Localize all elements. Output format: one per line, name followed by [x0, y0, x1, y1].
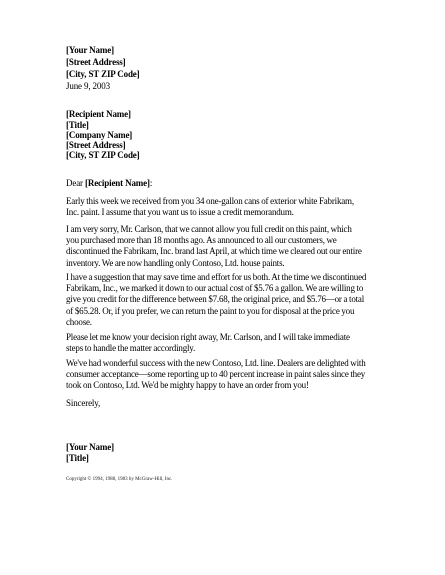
body-paragraph-5: [66, 358, 384, 392]
paragraph-line: Please let me know your decision right away, Mr. Carlson, and I will take immediate: [66, 332, 350, 342]
paragraph-line: you purchased more than 18 months ago. As announced to all our customers, we: [66, 235, 337, 246]
recipient-title: [Title]: [66, 120, 89, 130]
recipient-name: [Recipient Name]: [66, 109, 131, 119]
salutation-prefix: Dear: [66, 178, 85, 188]
paragraph-line: Early this week we received from you 34 one-gallon cans of exterior white Fabrikam,: [66, 196, 354, 206]
sender-city: [City, ST ZIP Code]: [66, 69, 140, 79]
salutation: [66, 178, 152, 189]
body-paragraph-4: [66, 332, 384, 354]
paragraph-line: inventory. We are now handling only Contoso, Ltd. house paints.: [66, 257, 285, 268]
letter-date: June 9, 2003: [66, 81, 110, 91]
body-paragraph-3: [66, 272, 384, 328]
paragraph-line: Inc. paint. I assume that you want us to issue a credit memorandum.: [66, 207, 294, 218]
body-paragraph-1: [66, 196, 384, 218]
paragraph-line: of $65.28. Or, if you prefer, we can return the paint to you for disposal at the price you: [66, 305, 355, 316]
signature-name: [Your Name]: [66, 442, 114, 452]
closing: Sincerely,: [66, 398, 101, 408]
paragraph-line: steps to handle the matter accordingly.: [66, 343, 196, 354]
paragraph-line: took on Contoso, Ltd. We'd be mighty happy to have an order from you!: [66, 380, 309, 391]
paragraph-line: I am very sorry, Mr. Carlson, that we cannot allow you full credit on this paint, which: [66, 224, 352, 234]
paragraph-line: We've had wonderful success with the new Contoso, Ltd. line. Dealers are delighted with: [66, 358, 366, 368]
body-paragraph-2: [66, 224, 384, 269]
sender-name: [Your Name]: [66, 45, 114, 55]
paragraph-line: choose.: [66, 316, 92, 327]
salutation-name: [Recipient Name]: [85, 178, 150, 188]
paragraph-line: Fabrikam, Inc., we marked it down to our actual cost of $5.76 a gallon. We are willing to: [66, 283, 364, 294]
paragraph-line: discontinued the Fabrikam, Inc. brand last April, at which time we cleared out our entire: [66, 246, 362, 257]
recipient-company: [Company Name]: [66, 130, 133, 140]
recipient-city: [City, ST ZIP Code]: [66, 150, 140, 160]
signature-title: [Title]: [66, 453, 89, 463]
salutation-suffix: :: [149, 178, 153, 188]
paragraph-line: I have a suggestion that may save time and effort for us both. At the time we discontinued: [66, 272, 367, 282]
copyright-notice: Copyright © 1994, 1988, 1983 by McGraw-Hill, Inc.: [66, 477, 173, 482]
sender-street: [Street Address]: [66, 57, 126, 67]
recipient-street: [Street Address]: [66, 140, 126, 150]
paragraph-line: consumer acceptance—some reporting up to 40 percent increase in paint sales since they: [66, 369, 366, 380]
paragraph-line: give you credit for the difference between $7.68, the original price, and $5.76—or a total: [66, 294, 365, 305]
